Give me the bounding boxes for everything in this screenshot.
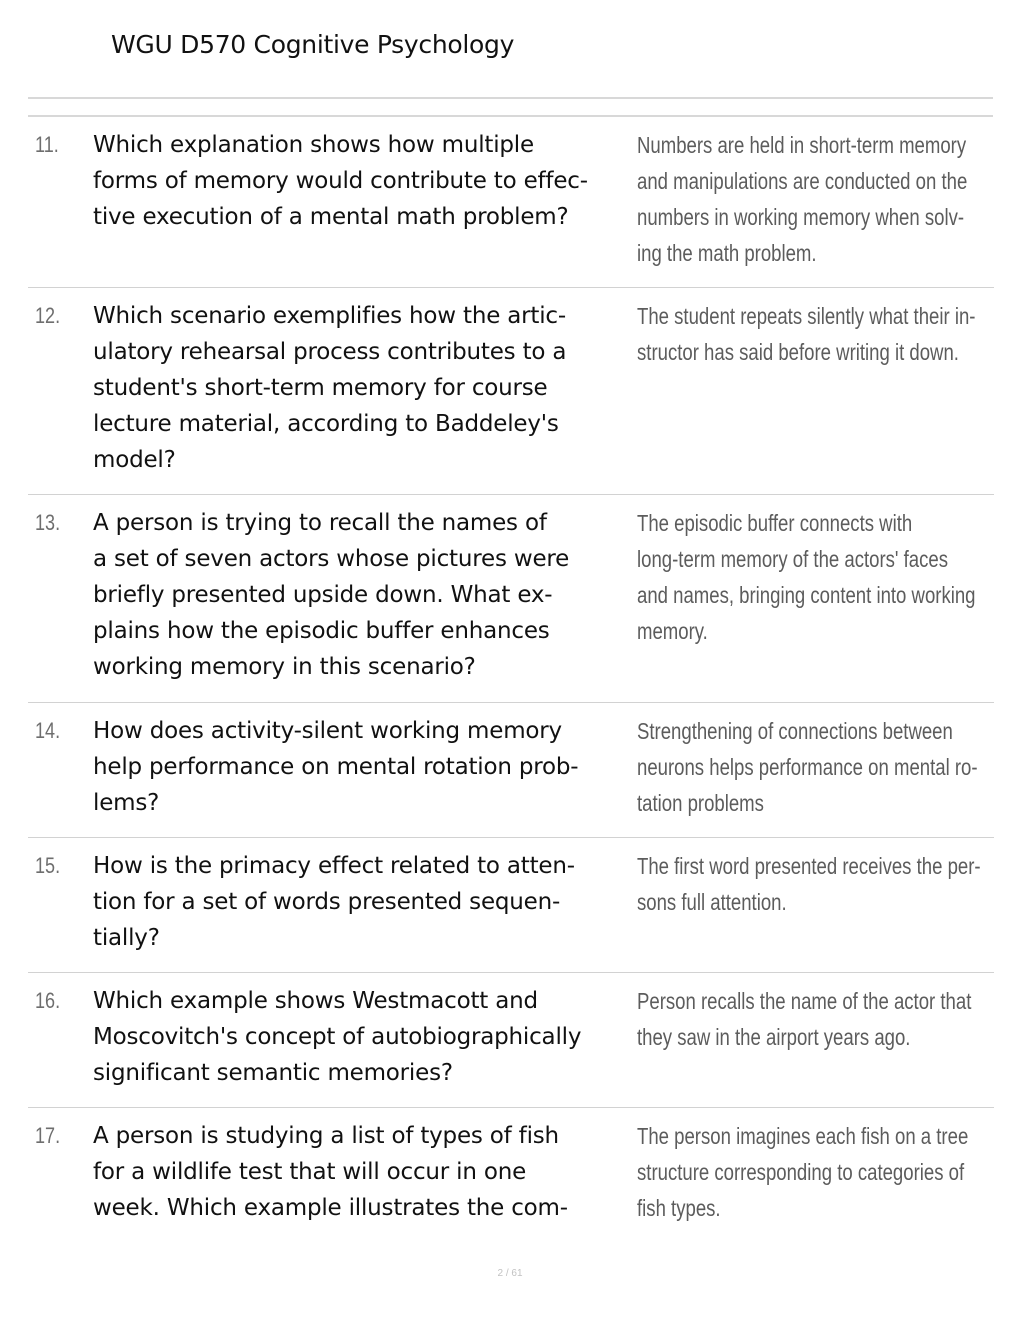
answer-line: The first word presented receives the per- bbox=[637, 853, 981, 879]
question-line: Which explanation shows how multiple bbox=[93, 132, 534, 158]
header-divider bbox=[28, 97, 993, 99]
question-line: tially? bbox=[93, 925, 160, 951]
question-text bbox=[93, 848, 633, 956]
qa-row-15 bbox=[28, 848, 994, 972]
question-line: A person is trying to recall the names of bbox=[93, 510, 547, 536]
answer-line: The person imagines each fish on a tree bbox=[637, 1123, 969, 1149]
item-number: 11. bbox=[35, 132, 59, 157]
question-line: for a wildlife test that will occur in one bbox=[93, 1159, 527, 1185]
qa-row-14 bbox=[28, 713, 994, 837]
question-line: working memory in this scenario? bbox=[93, 654, 476, 680]
question-line: tive execution of a mental math problem? bbox=[93, 204, 569, 230]
answer-text bbox=[637, 983, 977, 1055]
answer-text bbox=[637, 713, 977, 821]
answer-line: Numbers are held in short-term memory bbox=[637, 132, 967, 158]
answer-line: long-term memory of the actors' faces bbox=[637, 546, 949, 572]
item-number: 13. bbox=[35, 510, 61, 535]
question-line: How is the primacy effect related to atten- bbox=[93, 853, 575, 879]
question-line: lems? bbox=[93, 790, 160, 816]
question-line: ulatory rehearsal process contributes to a bbox=[93, 339, 567, 365]
row-divider bbox=[28, 972, 994, 973]
answer-line: fish types. bbox=[637, 1195, 721, 1221]
question-line: lecture material, according to Baddeley's bbox=[93, 411, 559, 437]
question-line: help performance on mental rotation prob- bbox=[93, 754, 579, 780]
question-text bbox=[93, 983, 633, 1091]
question-line: model? bbox=[93, 447, 176, 473]
row-divider bbox=[28, 494, 994, 495]
item-number: 16. bbox=[35, 988, 61, 1013]
answer-line: memory. bbox=[637, 618, 708, 644]
item-number: 12. bbox=[35, 303, 61, 328]
question-line: Which scenario exemplifies how the artic- bbox=[93, 303, 566, 329]
question-line: tion for a set of words presented sequen- bbox=[93, 889, 561, 915]
answer-line: and names, bringing content into working bbox=[637, 582, 976, 608]
answer-line: numbers in working memory when solv- bbox=[637, 204, 965, 230]
answer-text bbox=[637, 848, 981, 920]
question-text bbox=[93, 127, 633, 235]
question-text bbox=[93, 713, 633, 821]
question-line: How does activity-silent working memory bbox=[93, 718, 562, 744]
question-line: A person is studying a list of types of fish bbox=[93, 1123, 559, 1149]
question-text bbox=[93, 505, 633, 685]
page-number: 2 / 61 bbox=[497, 1268, 523, 1279]
question-line: week. Which example illustrates the com- bbox=[93, 1195, 568, 1221]
question-text bbox=[93, 298, 633, 478]
row-divider bbox=[28, 287, 994, 288]
answer-line: they saw in the airport years ago. bbox=[637, 1024, 911, 1050]
answer-text bbox=[637, 298, 977, 370]
question-line: briefly presented upside down. What ex- bbox=[93, 582, 553, 608]
answer-line: structor has said before writing it down. bbox=[637, 339, 959, 365]
question-line: Which example shows Westmacott and bbox=[93, 988, 538, 1014]
item-number: 17. bbox=[35, 1123, 61, 1148]
item-number: 14. bbox=[35, 718, 61, 743]
question-line: student's short-term memory for course bbox=[93, 375, 548, 401]
question-line: Moscovitch's concept of autobiographically bbox=[93, 1024, 582, 1050]
answer-line: Strengthening of connections between bbox=[637, 718, 953, 744]
qa-row-17 bbox=[28, 1118, 994, 1242]
answer-line: ing the math problem. bbox=[637, 240, 817, 266]
qa-row-16 bbox=[28, 983, 994, 1107]
answer-text bbox=[637, 127, 977, 271]
row-divider bbox=[28, 837, 994, 838]
answer-line: Person recalls the name of the actor that bbox=[637, 988, 972, 1014]
question-line: significant semantic memories? bbox=[93, 1060, 453, 1086]
question-line: forms of memory would contribute to effec- bbox=[93, 168, 588, 194]
question-line: plains how the episodic buffer enhances bbox=[93, 618, 550, 644]
answer-text bbox=[637, 505, 977, 649]
question-text bbox=[93, 1118, 633, 1226]
answer-line: sons full attention. bbox=[637, 889, 787, 915]
row-divider bbox=[28, 702, 994, 703]
answer-line: and manipulations are conducted on the bbox=[637, 168, 968, 194]
qa-row-12 bbox=[28, 298, 994, 494]
answer-text bbox=[637, 1118, 977, 1226]
qa-row-13 bbox=[28, 505, 994, 701]
item-number: 15. bbox=[35, 853, 61, 878]
qa-row-11 bbox=[28, 127, 994, 287]
answer-line: neurons helps performance on mental ro- bbox=[637, 754, 978, 780]
answer-line: structure corresponding to categories of bbox=[637, 1159, 965, 1185]
document-title: WGU D570 Cognitive Psychology bbox=[111, 30, 515, 59]
row-divider bbox=[28, 1107, 994, 1108]
answer-line: tation problems bbox=[637, 790, 764, 816]
question-line: a set of seven actors whose pictures were bbox=[93, 546, 570, 572]
table-top-border bbox=[28, 115, 993, 117]
answer-line: The episodic buffer connects with bbox=[637, 510, 913, 536]
answer-line: The student repeats silently what their in- bbox=[637, 303, 976, 329]
